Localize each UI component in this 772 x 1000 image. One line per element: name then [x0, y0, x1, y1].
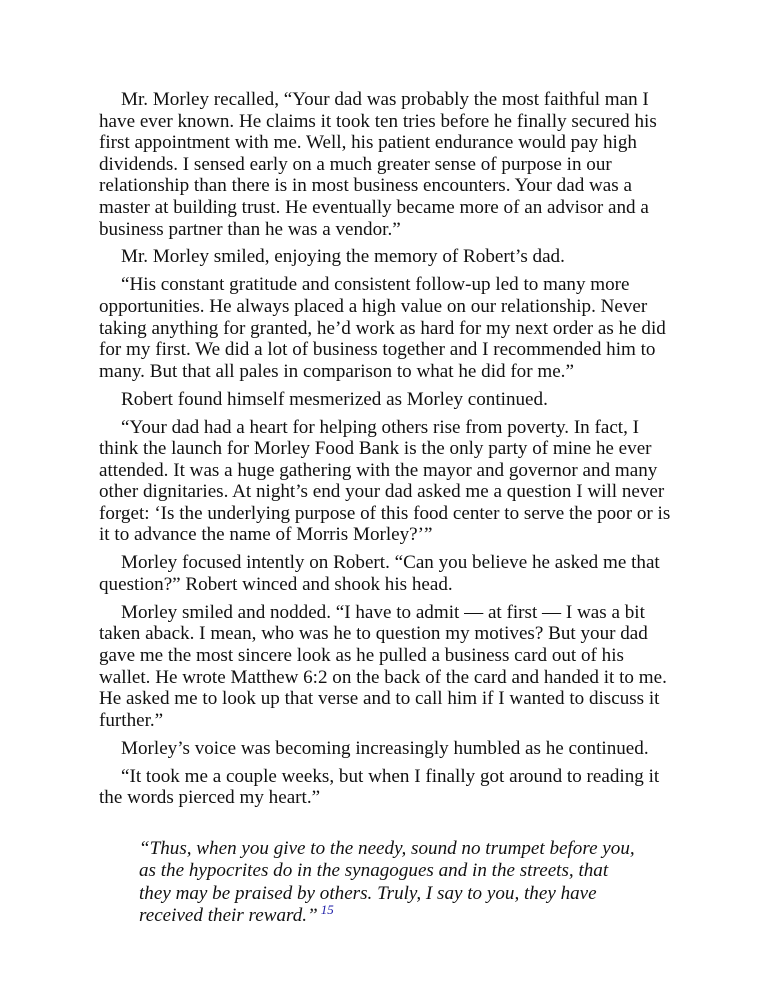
paragraph-3: “His constant gratitude and consistent follow-up led to many more opportunities. He always placed a high value on our relationship. Never taking anything for granted, he’d work as hard for my next order as he did for my first. We did a lot of business together and I recommended him to many. But that all pales in comparison to what he did for me.”	[99, 274, 666, 382]
scripture-block-quote	[139, 838, 639, 928]
footnote-reference[interactable]: 15	[320, 902, 334, 917]
quote-text: “Thus, when you give to the needy, sound no trumpet before you, as the hypocrites do in the synagogues and in the streets, that they may be praised by others. Truly, I say to you, they have received their reward.”	[139, 837, 635, 926]
block-quote-text	[139, 838, 639, 928]
paragraph-1: Mr. Morley recalled, “Your dad was probably the most faithful man I have ever known. He claims it took ten tries before he finally secured his first appointment with me. Well, his patient endurance would pay high dividends. I sensed early on a much greater sense of purpose in our relationship than there is in most business encounters. Your dad was a master at building trust. He eventually became more of an advisor and a business partner than he was a vendor.”	[99, 89, 657, 240]
paragraph-8: Morley’s voice was becoming increasingly humbled as he continued.	[121, 737, 649, 759]
paragraph-4: Robert found himself mesmerized as Morley continued.	[121, 388, 548, 410]
paragraph-7: Morley smiled and nodded. “I have to admit — at first — I was a bit taken aback. I mean, who was he to question my motives? But your dad gave me the most sincere look as he pulled a business card out of his wallet. He wrote Matthew 6:2 on the back of the card and handed it to me. He asked me to look up that verse and to call him if I wanted to discuss it further.”	[99, 601, 667, 731]
paragraph-6: Morley focused intently on Robert. “Can you believe he asked me that question?” Robert winced and shook his head.	[99, 552, 660, 595]
paragraph-5: “Your dad had a heart for helping others rise from poverty. In fact, I think the launch for Morley Food Bank is the only party of mine he ever attended. It was a huge gathering with the mayor and governor and many other dignitaries. At night’s end your dad asked me a question I will never forget: ‘Is the underlying purpose of this food center to serve the poor or is it to advance the name of Morris Morley?’”	[99, 416, 671, 546]
paragraph-9: “It took me a couple weeks, but when I finally got around to reading it the words pierced my heart.”	[99, 765, 660, 809]
paragraph-2: Mr. Morley smiled, enjoying the memory of Robert’s dad.	[121, 246, 565, 268]
